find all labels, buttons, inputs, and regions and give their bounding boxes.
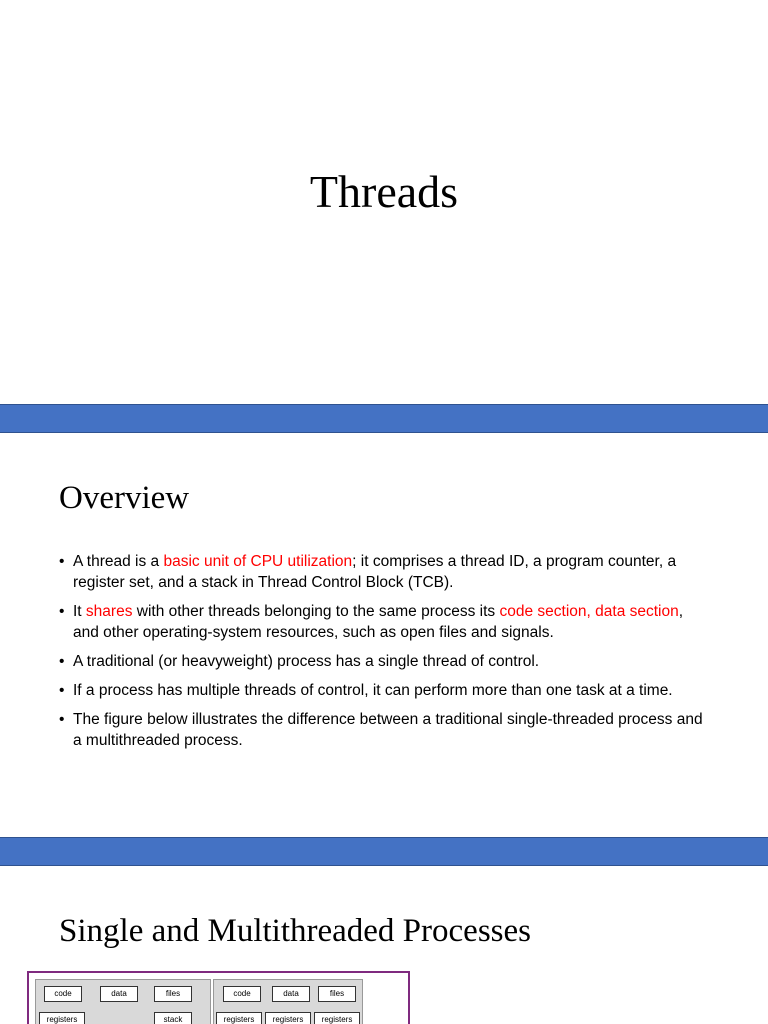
overview-slide xyxy=(0,433,768,837)
bullet-text: It xyxy=(73,603,86,620)
data-box: data xyxy=(272,986,310,1002)
bullet-text: The figure below illustrates the difference between a traditional single-threaded process and a multithreaded process. xyxy=(73,711,703,749)
bullet-icon: • xyxy=(59,603,65,620)
code-box: code xyxy=(223,986,261,1002)
code-box: code xyxy=(44,986,82,1002)
multithreaded-process xyxy=(213,979,363,1024)
bullet-icon: • xyxy=(59,711,65,728)
bullet-text: , and other operating-system resources, such as open files and signals. xyxy=(73,603,684,641)
registers-box: registers xyxy=(39,1012,85,1024)
bullet-text: If a process has multiple threads of control, it can perform more than one task at a time. xyxy=(73,682,673,699)
bullet-text: with other threads belonging to the same process its xyxy=(132,603,500,620)
bullet-item xyxy=(59,601,709,643)
bullet-text: A thread is a xyxy=(73,553,164,570)
slide-title: Single and Multithreaded Processes xyxy=(59,913,531,949)
slide-title: Overview xyxy=(59,480,190,516)
registers-box: registers xyxy=(265,1012,311,1024)
registers-box: registers xyxy=(314,1012,360,1024)
stack-box: stack xyxy=(154,1012,192,1024)
bullet-text: ; it comprises a thread ID, a program counter, a register set, and a stack in Thread Control Block (TCB). xyxy=(73,553,677,591)
bullet-item xyxy=(59,680,709,701)
processes-slide xyxy=(0,866,768,1024)
bullet-icon: • xyxy=(59,653,65,670)
files-box: files xyxy=(318,986,356,1002)
data-box: data xyxy=(100,986,138,1002)
slide-divider xyxy=(0,404,768,433)
bullet-icon: • xyxy=(59,682,65,699)
bullet-icon: • xyxy=(59,553,65,570)
highlighted-text: code section, data section xyxy=(499,603,679,620)
single-threaded-process xyxy=(35,979,211,1024)
process-figure xyxy=(27,971,410,1024)
title-slide xyxy=(0,0,768,404)
bullet-item xyxy=(59,551,709,593)
bullet-list xyxy=(59,551,709,759)
registers-box: registers xyxy=(216,1012,262,1024)
bullet-item xyxy=(59,709,709,751)
slide-title: Threads xyxy=(309,166,459,217)
highlighted-text: shares xyxy=(85,603,133,620)
bullet-item xyxy=(59,651,709,672)
highlighted-text: basic unit of CPU utilization xyxy=(163,553,353,570)
bullet-text: A traditional (or heavyweight) process has a single thread of control. xyxy=(73,653,540,670)
files-box: files xyxy=(154,986,192,1002)
slide-divider xyxy=(0,837,768,866)
